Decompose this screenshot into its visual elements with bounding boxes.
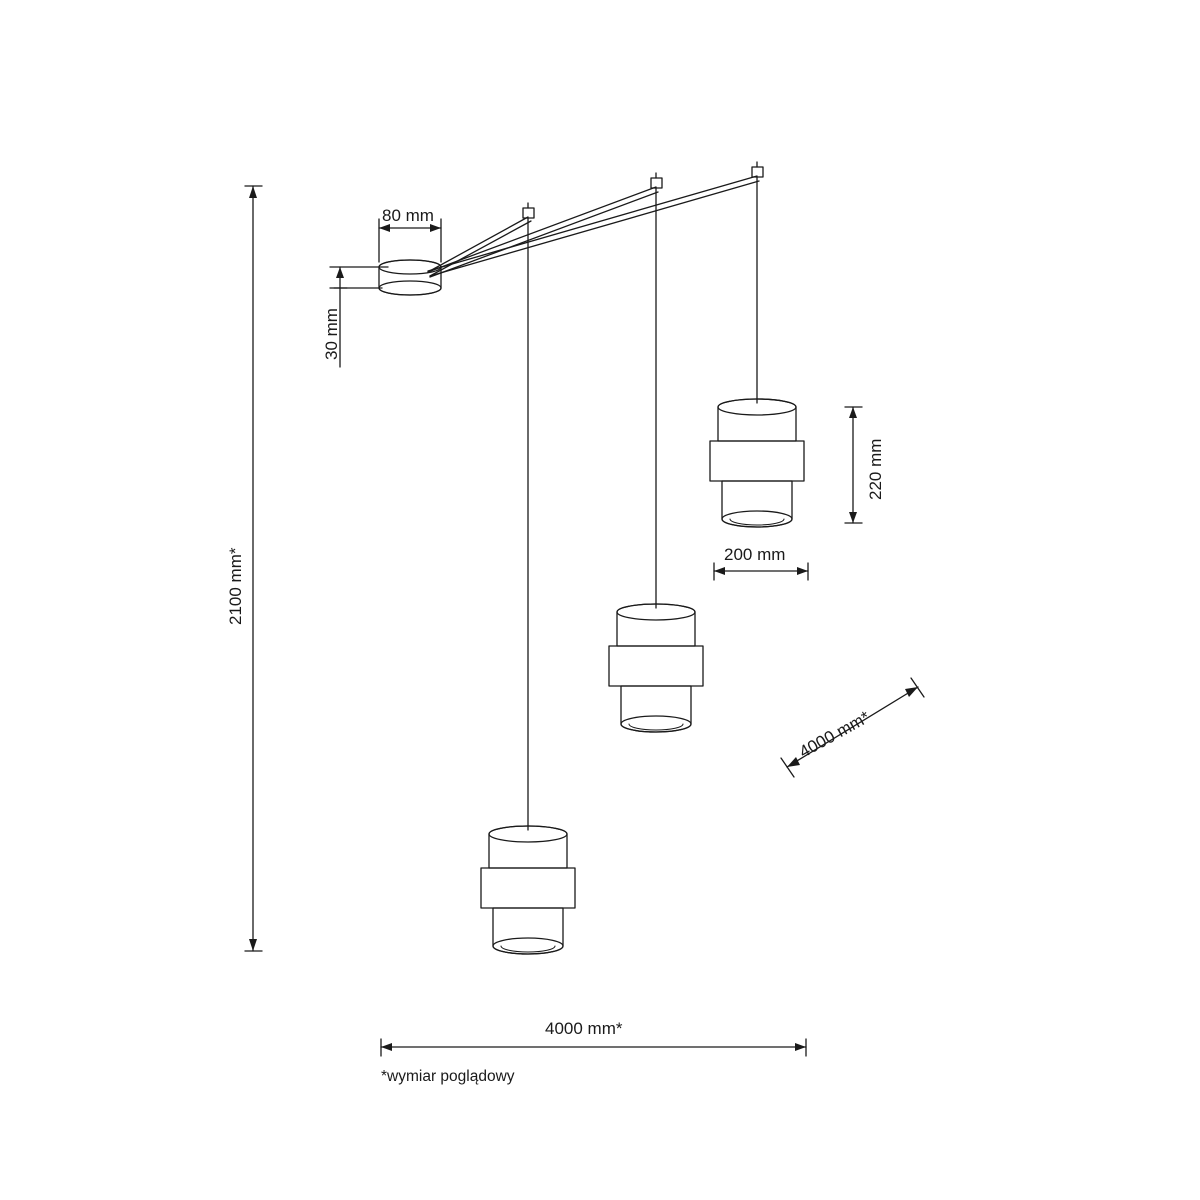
lamp-shade-top — [710, 399, 804, 527]
canopy — [379, 260, 441, 295]
label-shade-diameter: 200 mm — [724, 545, 786, 564]
width-dimension-line — [381, 1039, 806, 1056]
shade-diameter-dimension — [714, 563, 808, 580]
label-shade-height: 220 mm — [866, 438, 885, 500]
label-canopy-height: 30 mm — [322, 308, 341, 360]
label-total-width: 4000 mm* — [545, 1019, 623, 1038]
label-total-depth: 4000 mm* — [796, 707, 873, 762]
lamp-shade-bottom — [481, 826, 575, 954]
label-total-height: 2100 mm* — [226, 547, 245, 625]
shade-height-dimension — [845, 407, 862, 523]
lamp-shade-middle — [609, 604, 703, 732]
height-dimension-line — [245, 186, 262, 951]
footnote-text: *wymiar poglądowy — [381, 1068, 515, 1085]
label-canopy-diameter: 80 mm — [382, 206, 434, 225]
suspension-cables — [428, 176, 759, 277]
